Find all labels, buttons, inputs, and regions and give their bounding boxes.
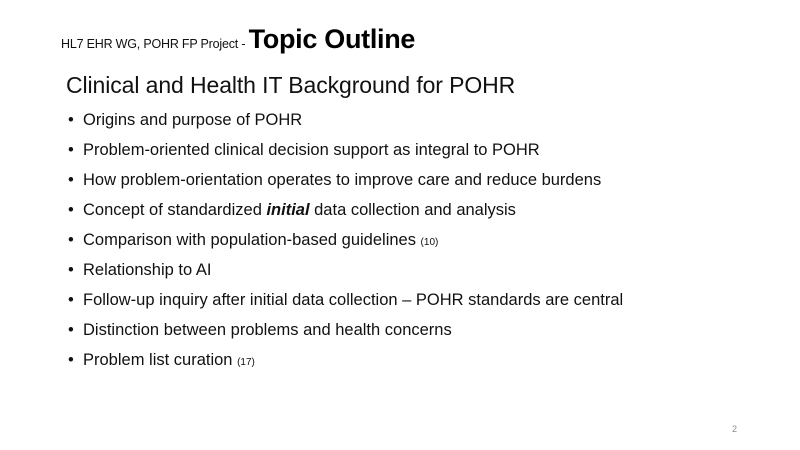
bullet-dot-icon: • [68, 351, 74, 369]
bullet-item-ai [68, 259, 623, 289]
bullet-dot-icon: • [68, 201, 74, 219]
bullet-text-post: data collection and analysis [309, 201, 516, 219]
bullet-text: Relationship to AI [83, 261, 212, 279]
bullet-dot-icon: • [68, 141, 74, 159]
bullet-item-cds [68, 139, 623, 169]
bullet-reference: (10) [420, 237, 439, 248]
bullet-text: Problem-oriented clinical decision support as integral to POHR [83, 141, 540, 159]
bullet-item-curation [68, 349, 623, 379]
bullet-text: Comparison with population-based guidelines [83, 231, 421, 249]
bullet-text-emphasis: initial [266, 201, 310, 219]
bullet-dot-icon: • [68, 111, 74, 129]
bullet-text: Distinction between problems and health concerns [83, 321, 452, 339]
bullet-item-guidelines [68, 229, 623, 259]
bullet-item-distinction [68, 319, 623, 349]
bullet-text: Problem list curation [83, 351, 238, 369]
bullet-item-initial-data [68, 199, 623, 229]
bullet-text-pre: Concept of standardized [83, 201, 267, 219]
bullet-text: How problem-orientation operates to improve care and reduce burdens [83, 171, 602, 189]
bullet-item-follow-up [68, 289, 623, 319]
topic-bullet-list [68, 109, 623, 379]
header-prefix: HL7 EHR WG, POHR FP Project - [61, 37, 249, 51]
slide-title: Topic Outline [248, 24, 416, 54]
bullet-dot-icon: • [68, 261, 74, 279]
bullet-text: Origins and purpose of POHR [83, 111, 303, 129]
bullet-item-origins [68, 109, 623, 139]
bullet-dot-icon: • [68, 171, 74, 189]
section-heading: Clinical and Health IT Background for POHR [66, 72, 516, 98]
bullet-dot-icon: • [68, 321, 74, 339]
slide-page-number: 2 [732, 424, 738, 434]
bullet-text: Follow-up inquiry after initial data collection – POHR standards are central [83, 291, 624, 309]
bullet-dot-icon: • [68, 291, 74, 309]
bullet-reference: (17) [237, 357, 255, 368]
bullet-dot-icon: • [68, 231, 74, 249]
slide-header [61, 24, 415, 55]
bullet-item-problem-orientation [68, 169, 623, 199]
